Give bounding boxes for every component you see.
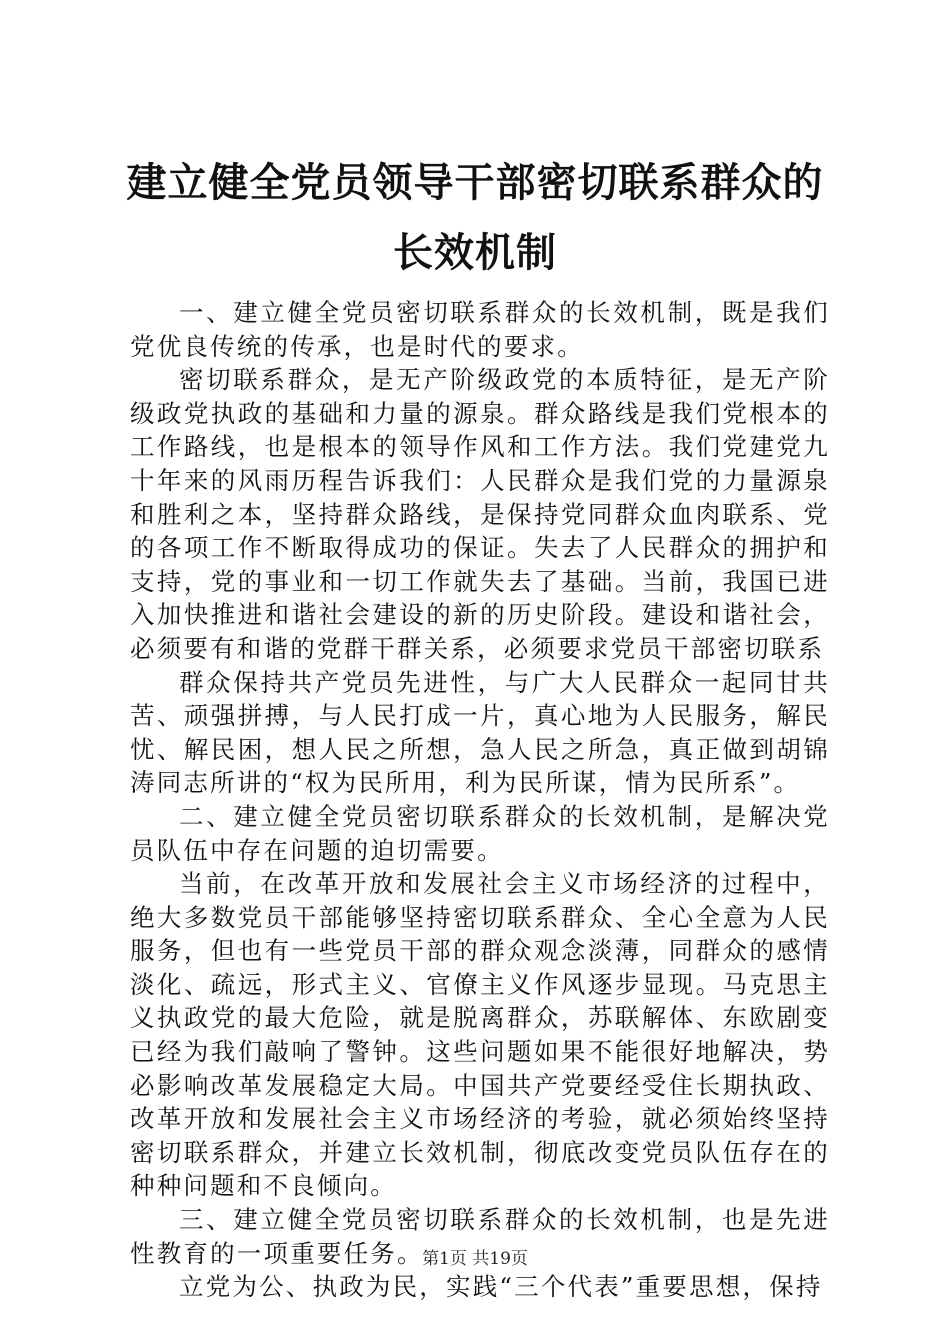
document-title: 建立健全党员领导干部密切联系群众的长效机制: [126, 159, 824, 276]
paragraph: 一、建立健全党员密切联系群众的长效机制，既是我们党优良传统的传承，也是时代的要求。: [130, 298, 830, 361]
paragraph: 密切联系群众，是无产阶级政党的本质特征，是无产阶级政党执政的基础和力量的源泉。群众路线是我们党根本的工作路线，也是根本的领导作风和工作方法。我们党建党九十年来的风雨历程告诉我们：人民群众是我们党的力量源泉和胜利之本，坚持群众路线，是保持党同群众血肉联系、党的各项工作不断取得成功的保证。失去了人民群众的拥护和支持，党的事业和一切工作就失去了基础。当前，我国已进入加快推进和谐社会建设的新的历史阶段。建设和谐社会，必须要有和谐的党群干群关系，必须要求党员干部密切联系: [130, 365, 830, 663]
paragraph: 立党为公、执政为民，实践“三个代表”重要思想，保持: [179, 1272, 823, 1302]
page-number-footer: 第1页 共19页: [422, 1249, 528, 1269]
paragraph: 二、建立健全党员密切联系群众的长效机制，是解决党员队伍中存在问题的迫切需要。: [130, 801, 830, 865]
document-body: [130, 296, 830, 1304]
paragraph: 当前，在改革开放和发展社会主义市场经济的过程中，绝大多数党员干部能够坚持密切联系群众、全心全意为人民服务，但也有一些党员干部的群众观念淡薄，同群众的感情淡化、疏远，形式主义、官僚主义作风逐步显现。马克思主义执政党的最大危险，就是脱离群众，苏联解体、东欧剧变已经为我们敲响了警钟。这些问题如果不能很好地解决，势必影响改革发展稳定大局。中国共产党要经受住长期执政、改革开放和发展社会主义市场经济的考验，就必须始终坚持密切联系群众，并建立长效机制，彻底改变党员队伍存在的种种问题和不良倾向。: [130, 869, 830, 1201]
paragraph: 三、建立健全党员密切联系群众的长效机制，也是先进性教育的一项重要任务。: [130, 1205, 830, 1268]
paragraph: 群众保持共产党员先进性，与广大人民群众一起同甘共苦、顽强拼搏，与人民打成一片，真心地为人民服务，解民忧、解民困，想人民之所想，急人民之所急，真正做到胡锦涛同志所讲的“权为民所用，利为民所谋，情为民所系”。: [130, 667, 830, 798]
